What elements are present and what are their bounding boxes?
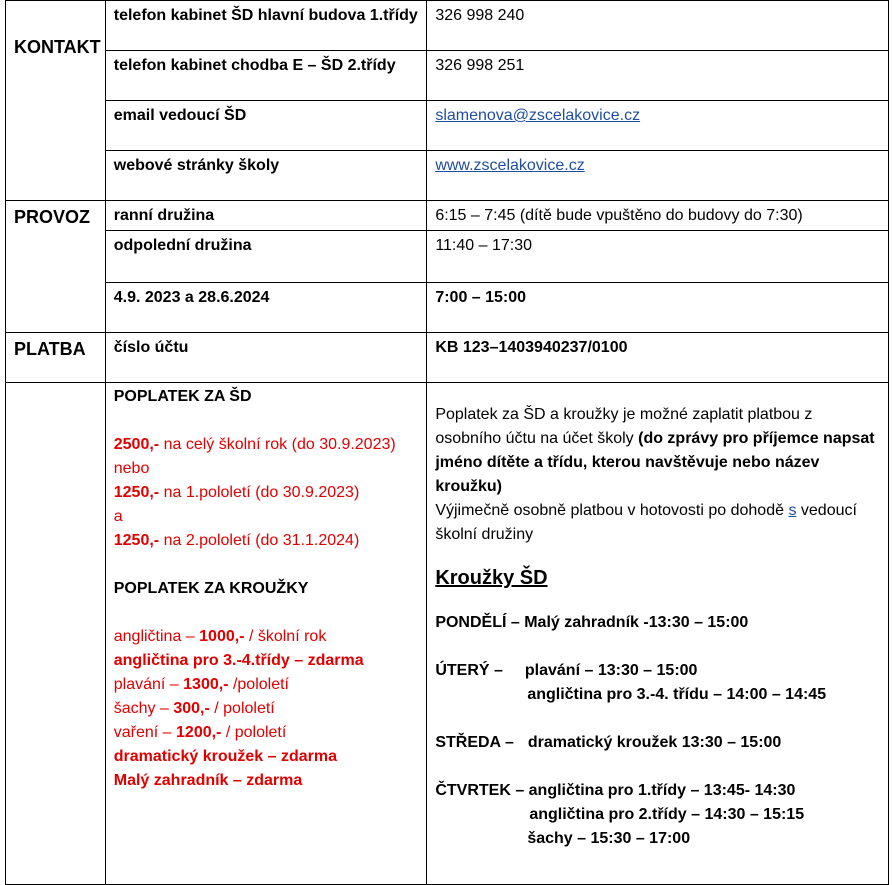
schedule-thursday-3: šachy – 15:30 – 17:00: [527, 830, 691, 847]
info-cell: [427, 383, 889, 885]
table-row: [6, 201, 889, 231]
krouzky-title: Kroužky ŠD: [435, 567, 548, 589]
schedule-tuesday-2: angličtina pro 3.-4. třídu – 14:00 – 14:45: [527, 686, 827, 703]
info-table: [5, 0, 889, 885]
table-row: [6, 151, 889, 201]
row-value: [427, 101, 889, 151]
row-value: [427, 151, 889, 201]
section-provoz: PROVOZ: [6, 201, 106, 333]
fee-line: 1250,- na 1.pololetí (do 30.9.2023): [113, 484, 360, 501]
payment-info: Poplatek za ŠD a kroužky je možné zaplatit platbou z osobního účtu na účet školy (do zprávy pro příjemce napsat jméno dítěte a třídu, kterou navštěvuje nebo název kroužku): [435, 406, 875, 495]
row-value: 6:15 – 7:45 (dítě bude vpuštěno do budovy do 7:30): [427, 201, 889, 231]
row-value: KB 123–1403940237/0100: [427, 333, 889, 383]
schedule-monday: PONDĚLÍ – Malý zahradník -13:30 – 15:00: [435, 614, 749, 631]
table-row: [6, 283, 889, 333]
row-label: ranní družina: [105, 201, 427, 231]
fee-line: vaření – 1200,- / pololetí: [113, 724, 287, 741]
fee-line: dramatický kroužek – zdarma: [113, 748, 337, 765]
schedule-wednesday: STŘEDA – dramatický kroužek 13:30 – 15:00: [435, 734, 782, 751]
schedule-tuesday: ÚTERÝ – plavání – 13:30 – 15:00: [435, 662, 698, 679]
row-value: 326 998 251: [427, 51, 889, 101]
fee-line: 2500,- na celý školní rok (do 30.9.2023): [113, 436, 396, 453]
fee-kr-title: POPLATEK ZA KROUŽKY: [113, 580, 309, 597]
fee-line: plavání – 1300,- /pololetí: [113, 676, 289, 693]
table-row: [6, 51, 889, 101]
fee-line: angličtina pro 3.-4.třídy – zdarma: [113, 652, 364, 669]
schedule-thursday-2: angličtina pro 2.třídy – 14:30 – 15:15: [529, 806, 805, 823]
fee-sd-title: POPLATEK ZA ŠD: [113, 388, 252, 405]
table-row: [6, 1, 889, 51]
row-value: 7:00 – 15:00: [427, 283, 889, 333]
table-row: [6, 333, 889, 383]
fees-cell: [105, 383, 427, 885]
row-label: webové stránky školy: [105, 151, 427, 201]
section-platba: PLATBA: [6, 333, 106, 383]
fee-line: Malý zahradník – zdarma: [113, 772, 303, 789]
fee-conj: a: [113, 508, 123, 525]
fee-conj: nebo: [113, 460, 150, 477]
row-label: email vedoucí ŠD: [105, 101, 427, 151]
row-label: telefon kabinet ŠD hlavní budova 1.třídy: [105, 1, 427, 51]
row-value: 11:40 – 17:30: [427, 231, 889, 283]
row-label: telefon kabinet chodba E – ŠD 2.třídy: [105, 51, 427, 101]
table-row: [6, 101, 889, 151]
row-label: číslo účtu: [105, 333, 427, 383]
row-label: odpolední družina: [105, 231, 427, 283]
schedule-thursday: ČTVRTEK – angličtina pro 1.třídy – 13:45- 14:30: [435, 782, 796, 799]
table-row: [6, 383, 889, 885]
fee-line: 1250,- na 2.pololetí (do 31.1.2024): [113, 532, 360, 549]
section-kontakt: KONTAKT: [6, 1, 106, 201]
row-value: 326 998 240: [427, 1, 889, 51]
fee-line: šachy – 300,- / pololetí: [113, 700, 275, 717]
website-link[interactable]: www.zscelakovice.cz: [435, 157, 585, 174]
email-link[interactable]: slamenova@zscelakovice.cz: [435, 107, 641, 124]
empty-cell: [6, 383, 106, 885]
table-row: [6, 231, 889, 283]
cash-info: Výjimečně osobně platbou v hotovosti po dohodě s vedoucí školní družiny: [435, 502, 857, 543]
fee-line: angličtina – 1000,- / školní rok: [113, 628, 327, 645]
row-label: 4.9. 2023 a 28.6.2024: [105, 283, 427, 333]
